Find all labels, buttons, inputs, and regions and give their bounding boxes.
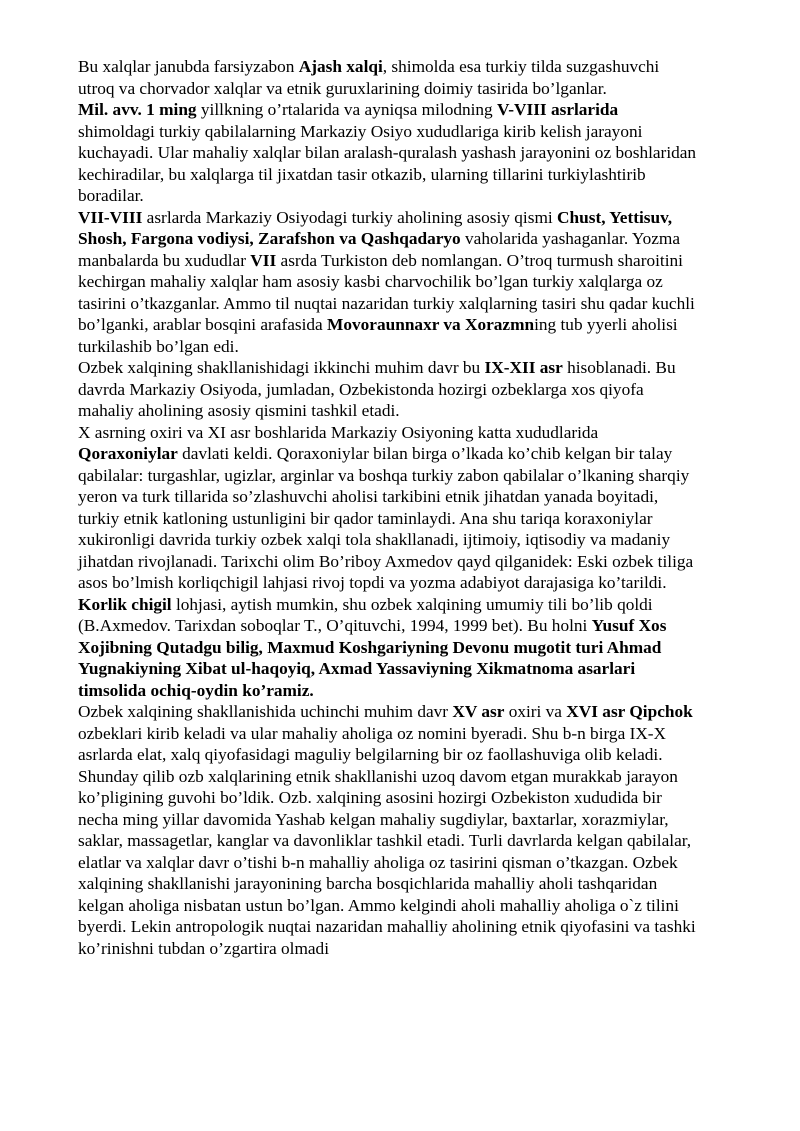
text-run: oxiri va bbox=[504, 702, 567, 721]
text-run: kechirgan mahaliy xalqlar ham asosiy kasbi charvochilik bo’lgan turkiy xalqlarga oz bbox=[78, 272, 663, 291]
text-run: davlati keldi. Qoraxoniylar bilan birga o’lkada ko’chib kelgan bir talay bbox=[177, 444, 673, 463]
text-run: elatlar va xalqlar davr o’tishi b-n mahalliy aholiga oz tasirini qisman o’tkazgan. Ozbek bbox=[78, 852, 678, 872]
text-line bbox=[78, 314, 762, 336]
text-line bbox=[78, 658, 762, 680]
text-run: xalqining shakllanishi jarayonining barcha bosqichlarida mahalliy aholi tashqaridan bbox=[78, 874, 658, 893]
bold-text-run: XVI asr Qipchok bbox=[566, 702, 693, 721]
text-run: Bu xalqlar janubda farsiyzabon bbox=[78, 57, 299, 76]
text-run: mahaliy aholining asosiy qismini tashkil etadi. bbox=[78, 401, 400, 420]
text-run: ko’rinishni tubdan o’zgartira olmadi bbox=[78, 938, 329, 958]
text-line bbox=[78, 142, 762, 164]
bold-text-run: V-VIII asrlarida bbox=[497, 100, 619, 119]
text-line bbox=[78, 228, 762, 250]
text-run: xukironligi davrida turkiy ozbek xalqi tola shakllanadi, ijtimoiy, iqtisodiy va madaniy bbox=[78, 530, 671, 549]
text-run: qabilalar: turgashlar, ugizlar, arginlar va boshqa turkiy zabon qabilalar o’lkaning sharqiy bbox=[78, 465, 690, 485]
text-run: jihatdan rivojlanadi. Tarixchi olim Bo’riboy Axmedov qayd qilganidek: Eski ozbek tiliga bbox=[78, 551, 694, 571]
text-line bbox=[78, 637, 762, 659]
text-run: asos bo’lmish korliqchigil lahjasi rivoj topdi va yozma adabiyot darajasiga ko’tarildi. bbox=[78, 573, 667, 592]
text-line bbox=[78, 207, 762, 229]
text-line bbox=[78, 529, 762, 551]
text-line bbox=[78, 185, 762, 207]
text-line bbox=[78, 787, 762, 809]
text-run: saklar, massagetlar, kanglar va davonliklar tashkil etadi. Turli davrlarda kelgan qabilalar, bbox=[78, 831, 692, 850]
text-run: ing tub yyerli aholisi bbox=[534, 315, 678, 334]
bold-text-run: IX-XII asr bbox=[484, 358, 563, 377]
bold-text-run: VII bbox=[250, 250, 277, 270]
text-line bbox=[78, 615, 762, 637]
text-line bbox=[78, 594, 762, 616]
text-line bbox=[78, 916, 762, 938]
text-line bbox=[78, 250, 762, 272]
text-line bbox=[78, 572, 762, 594]
text-run: Ozbek xalqining shakllanishida uchinchi muhim davr bbox=[78, 702, 453, 721]
bold-text-run: Shosh, Fargona vodiysi, Zarafshon va Qashqadaryo bbox=[78, 229, 461, 248]
text-run: asrlarda elat, xalq qiyofasidagi maguliy belgilarning bir oz faollashuviga olib keladi. bbox=[78, 745, 663, 764]
text-run: utroq va chorvador xalqlar va etnik guruxlarining doimiy tasirida bo’lganlar. bbox=[78, 78, 607, 98]
text-line bbox=[78, 164, 762, 186]
text-line bbox=[78, 336, 762, 358]
text-line bbox=[78, 465, 762, 487]
text-run: tasirini o’tkazganlar. Ammo til nuqtai nazaridan turkiy xalqlarning tasiri shu qadar kuchli bbox=[78, 293, 695, 313]
text-line bbox=[78, 852, 762, 874]
text-line bbox=[78, 830, 762, 852]
text-run: kuchayadi. Ular mahaliy xalqlar bilan aralash-quralash yashash jarayonini oz boshlaridan bbox=[78, 143, 697, 162]
text-line bbox=[78, 99, 762, 121]
text-line bbox=[78, 680, 762, 702]
bold-text-run: Korlik chigil bbox=[78, 594, 172, 614]
text-line bbox=[78, 701, 762, 723]
text-run: hisoblanadi. Bu bbox=[562, 358, 676, 377]
text-run: byerdi. Lekin antropologik nuqtai nazaridan mahalliy aholining etnik qiyofasini va tashki bbox=[78, 917, 696, 936]
text-run: boradilar. bbox=[78, 186, 144, 205]
text-run: ko’pligining guvohi bo’ldik. Ozb. xalqining asosini hozirgi Ozbekiston xududida bir bbox=[78, 788, 662, 807]
bold-text-run: Mil. avv. 1 ming bbox=[78, 100, 197, 119]
text-run: turkilashib bo’lgan edi. bbox=[78, 336, 239, 356]
text-line bbox=[78, 895, 762, 917]
text-line bbox=[78, 508, 762, 530]
text-line bbox=[78, 271, 762, 293]
text-run: ozbeklari kirib keladi va ular mahaliy aholiga oz nomini byeradi. Shu b-n birga IX-X bbox=[78, 723, 667, 743]
text-run: Shunday qilib ozb xalqlarining etnik shakllanishi uzoq davom etgan murakkab jarayon bbox=[78, 766, 678, 786]
text-line bbox=[78, 766, 762, 788]
bold-text-run: Ajash xalqi bbox=[298, 57, 383, 76]
text-line bbox=[78, 723, 762, 745]
document-page bbox=[78, 56, 762, 959]
text-run: manbalarda bu xududlar bbox=[78, 250, 251, 270]
text-line bbox=[78, 400, 762, 422]
text-run: bo’lganki, arablar bosqini arafasida bbox=[78, 315, 328, 334]
bold-text-run: Yugnakiyning Xibat ul-haqoyiq, Axmad Yassaviyning Xikmatnoma asarlari bbox=[78, 659, 636, 678]
text-run: shimoldagi turkiy qabilalarning Markaziy Osiyo xududlariga kirib kelish jarayoni bbox=[78, 121, 643, 141]
text-line bbox=[78, 121, 762, 143]
bold-text-run: VII-VIII bbox=[78, 207, 143, 227]
bold-text-run: Xojibning Qutadgu bilig, Maxmud Koshgariyning Devonu mugotit turi Ahmad bbox=[78, 637, 662, 657]
text-run: necha ming yillar davomida Yashab kelgan mahaliy sugdiylar, baxtarlar, xorazmiylar, bbox=[78, 809, 669, 829]
text-line bbox=[78, 551, 762, 573]
text-run: Ozbek xalqining shakllanishidagi ikkinchi muhim davr bu bbox=[78, 358, 485, 377]
bold-text-run: Movoraunnaxr va Xorazmn bbox=[327, 315, 535, 334]
text-line bbox=[78, 486, 762, 508]
text-run: turkiy etnik katloning ustunligini bir qador taminlaydi. Ana shu tariqa koraxoniylar bbox=[78, 508, 653, 528]
text-line bbox=[78, 293, 762, 315]
text-line bbox=[78, 809, 762, 831]
text-run: asrda Turkiston deb nomlangan. O’troq turmush sharoitini bbox=[276, 250, 683, 270]
text-run: asrlarda Markaziy Osiyodagi turkiy aholining asosiy qismi bbox=[142, 207, 558, 227]
bold-text-run: Yusuf Xos bbox=[591, 616, 667, 635]
text-line bbox=[78, 379, 762, 401]
text-run: lohjasi, aytish mumkin, shu ozbek xalqining umumiy tili bo’lib qoldi bbox=[171, 594, 653, 614]
text-line bbox=[78, 357, 762, 379]
bold-text-run: Chust, Yettisuv, bbox=[557, 207, 673, 227]
text-line bbox=[78, 873, 762, 895]
bold-text-run: Qoraxoniylar bbox=[78, 444, 178, 463]
text-line bbox=[78, 744, 762, 766]
text-run: davrda Markaziy Osiyoda, jumladan, Ozbekistonda hozirgi ozbeklarga xos qiyofa bbox=[78, 379, 644, 399]
text-line bbox=[78, 938, 762, 960]
text-run: yeron va turk tillarida so’zlashuvchi aholisi tarkibini etnik jihatdan yanada boyitadi, bbox=[78, 487, 659, 506]
bold-text-run: timsolida ochiq-oydin ko’ramiz. bbox=[78, 680, 314, 700]
text-line bbox=[78, 422, 762, 444]
text-line bbox=[78, 443, 762, 465]
text-run: kechiradilar, bu xalqlarga til jixatdan tasir otkazib, ularning tillarini turkiylashtirib bbox=[78, 164, 646, 184]
text-run: (B.Axmedov. Tarixdan soboqlar T., O’qituvchi, 1994, 1999 bet). Bu holni bbox=[78, 616, 592, 635]
text-run: , shimolda esa turkiy tilda suzgashuvchi bbox=[382, 57, 660, 76]
text-line bbox=[78, 56, 762, 78]
text-run: X asrning oxiri va XI asr boshlarida Markaziy Osiyoning katta xududlarida bbox=[78, 422, 599, 442]
text-run: yillkning o’rtalarida va ayniqsa milodning bbox=[196, 100, 498, 119]
text-run: kelgan aholiga nisbatan ustun bo’lgan. Ammo kelgindi aholi mahalliy aholiga o`z tilini bbox=[78, 895, 679, 915]
text-line bbox=[78, 78, 762, 100]
text-run: vaholarida yashaganlar. Yozma bbox=[460, 229, 681, 248]
bold-text-run: XV asr bbox=[452, 702, 505, 721]
